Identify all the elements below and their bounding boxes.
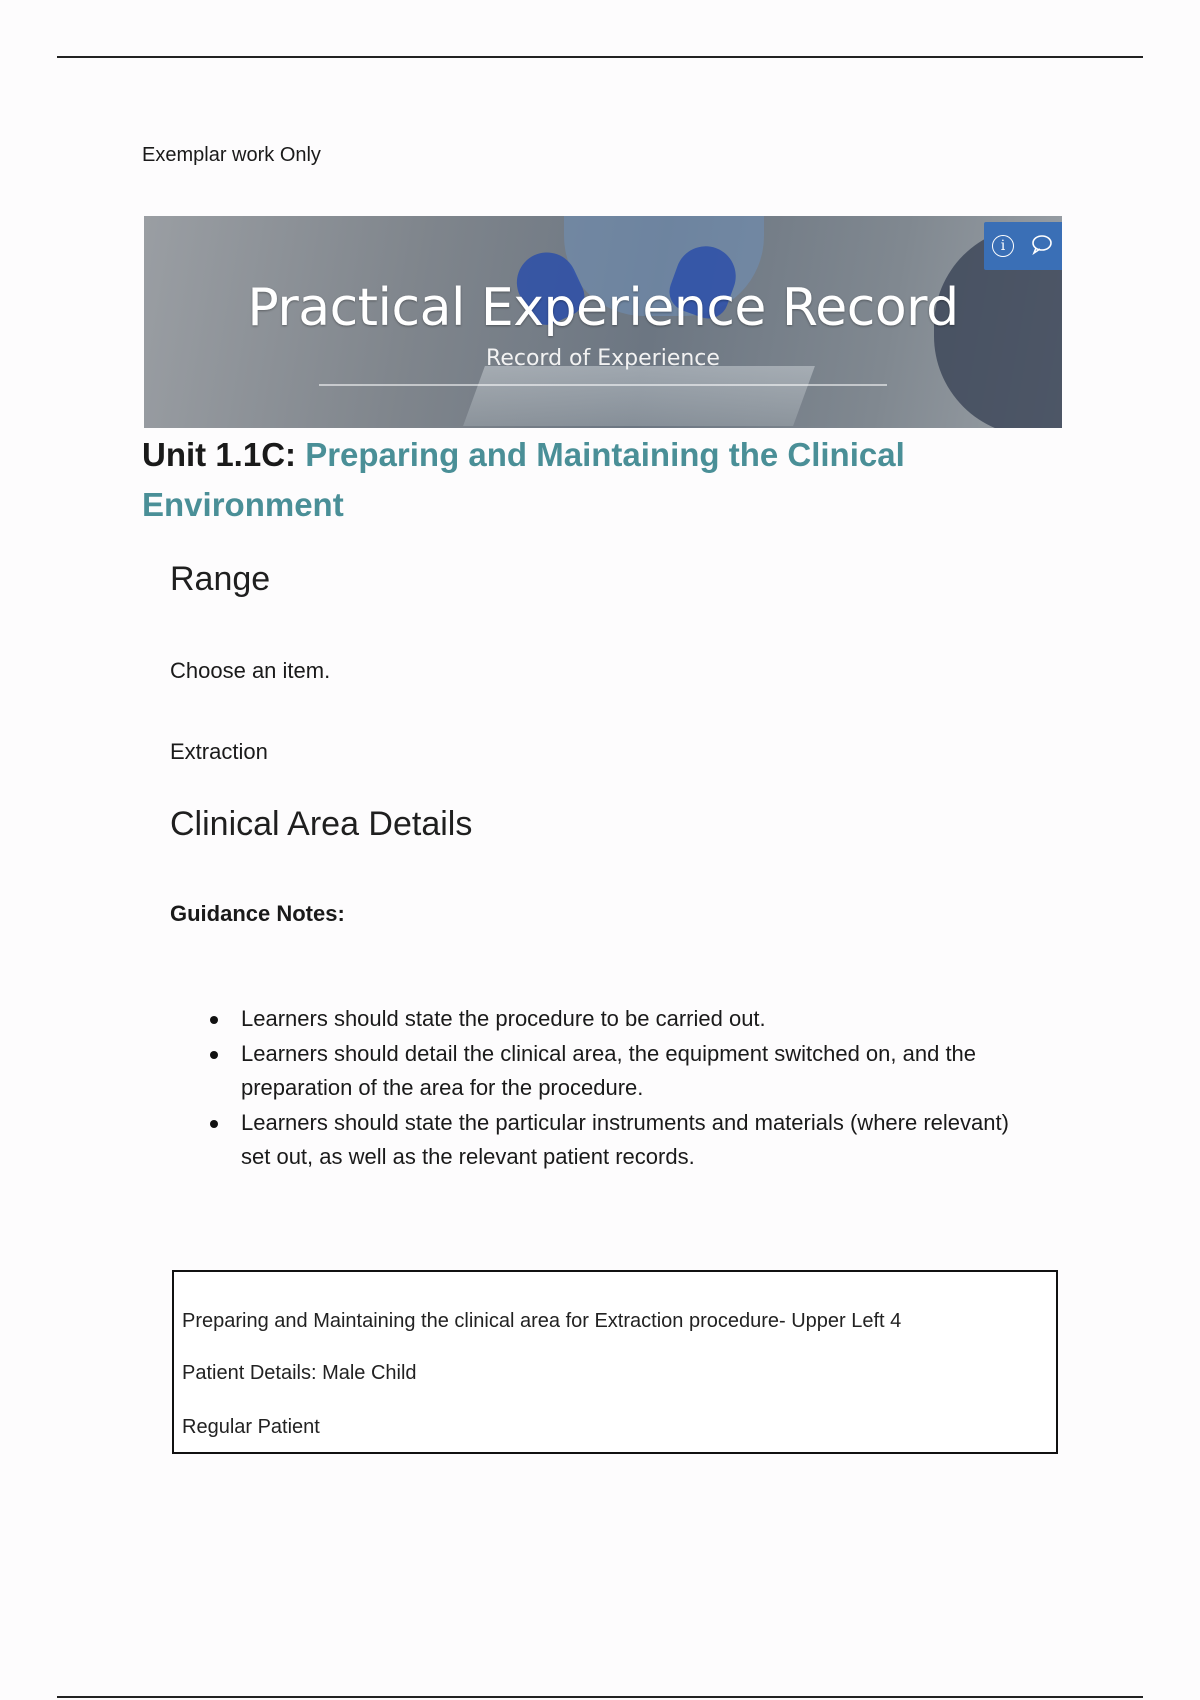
top-rule [57, 56, 1143, 58]
banner-instrument-tray-shape [463, 366, 815, 426]
banner-divider [319, 384, 887, 386]
comment-icon[interactable] [1030, 233, 1054, 260]
guidance-bullet: Learners should state the procedure to be carried out. [205, 1002, 1015, 1036]
clinical-record-textbox[interactable] [172, 1270, 1058, 1454]
guidance-bullet: Learners should detail the clinical area, the equipment switched on, and the preparation of the area for the procedure. [205, 1037, 1015, 1105]
banner-subtitle: Record of Experience [486, 346, 720, 371]
range-value: Extraction [170, 739, 268, 764]
unit-title: Preparing and Maintaining the Clinical Environment [142, 436, 905, 523]
record-patient-details-line: Patient Details: Male Child [182, 1362, 417, 1384]
clinical-area-heading: Clinical Area Details [170, 805, 473, 843]
range-dropdown-placeholder[interactable]: Choose an item. [170, 658, 331, 683]
guidance-notes-label: Guidance Notes: [170, 901, 345, 926]
range-heading: Range [170, 560, 271, 598]
info-icon[interactable]: i [992, 235, 1014, 257]
banner-title: Practical Experience Record [247, 278, 959, 338]
banner-toolbar [984, 222, 1062, 270]
exemplar-note: Exemplar work Only [142, 144, 321, 166]
record-procedure-line: Preparing and Maintaining the clinical area for Extraction procedure- Upper Left 4 [182, 1310, 902, 1332]
unit-heading [142, 430, 962, 530]
bottom-rule [57, 1696, 1143, 1698]
record-patient-status-line: Regular Patient [182, 1416, 320, 1438]
banner-image [144, 216, 1062, 428]
guidance-bullet: Learners should state the particular instruments and materials (where relevant) set out, as well as the relevant patient records. [205, 1106, 1015, 1174]
unit-prefix: Unit 1.1C: [142, 436, 297, 473]
guidance-bullet-list [205, 1002, 1015, 1175]
